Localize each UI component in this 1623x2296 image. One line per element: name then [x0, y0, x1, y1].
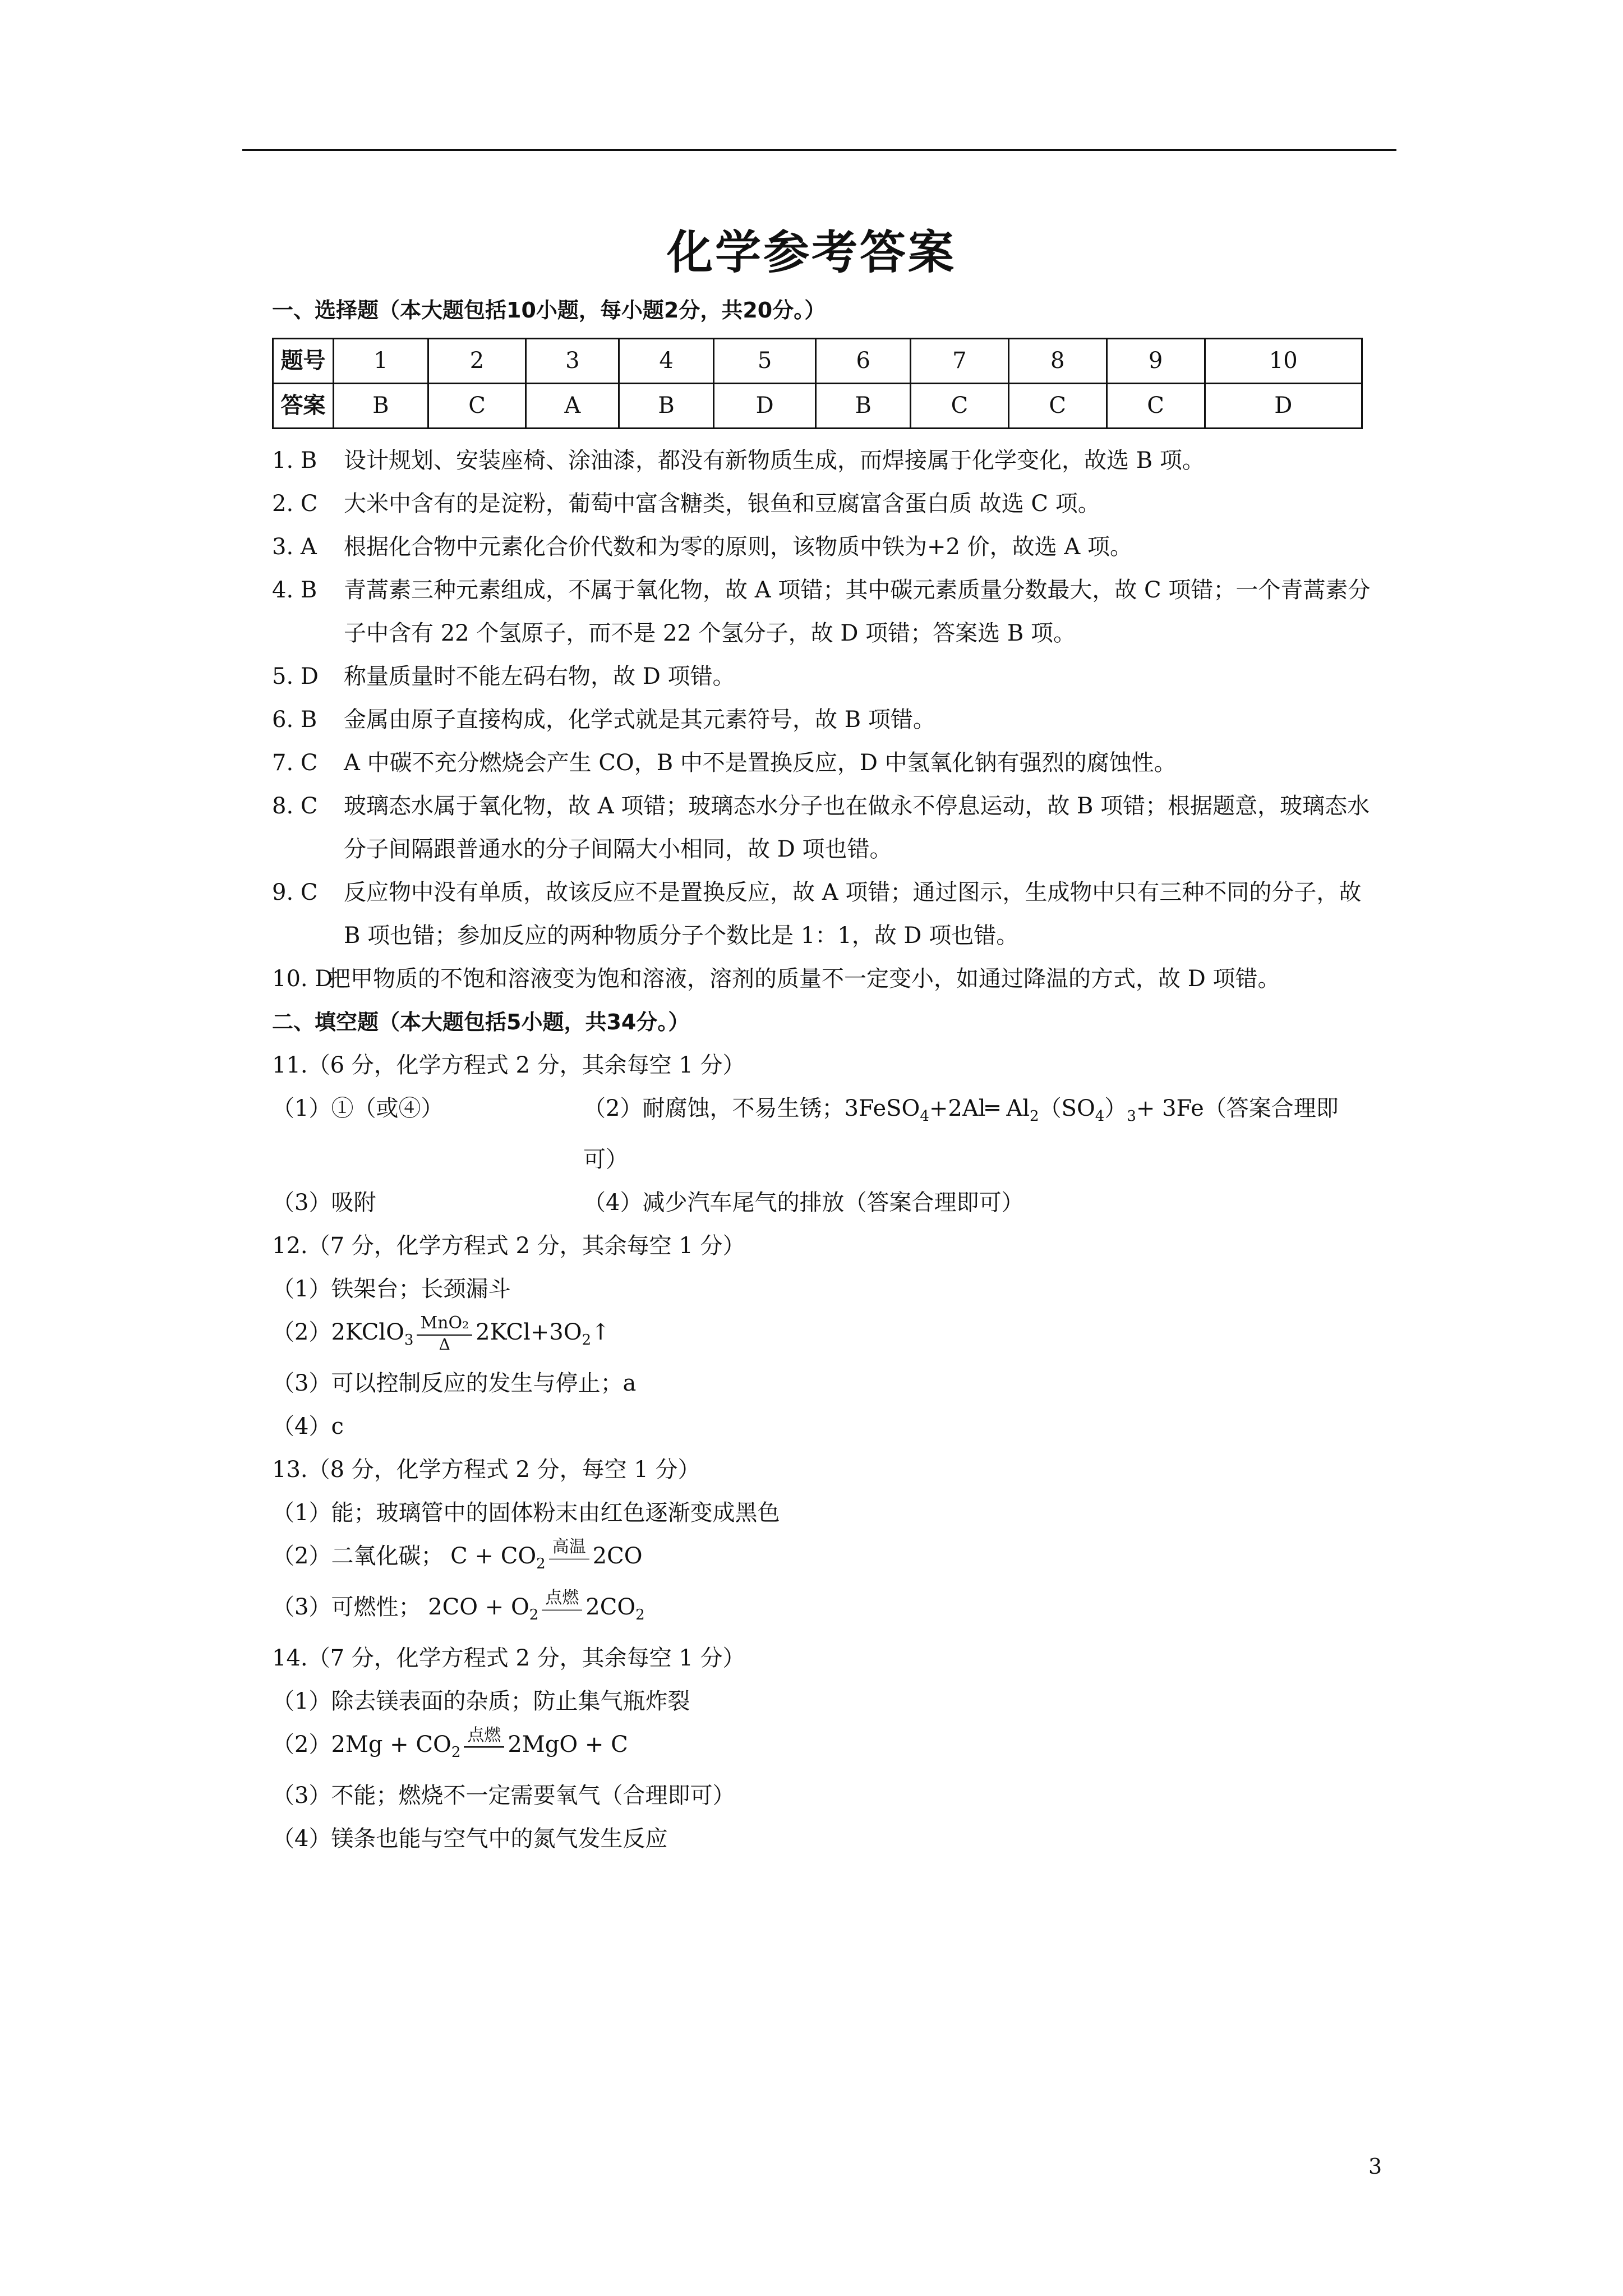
explanation-text: 根据化合物中元素化合价代数和为零的原则，该物质中铁为+2 价，故选 A 项。 — [344, 534, 1132, 560]
explanation-item — [272, 482, 1371, 526]
q11-answer-4: （4）减少汽车尾气的排放（答案合理即可） — [583, 1190, 1024, 1216]
table-cell: C — [1008, 384, 1106, 429]
table-cell: B — [816, 384, 911, 429]
explanation-item — [272, 698, 1371, 742]
q14-answer-3: （3）不能；燃烧不一定需要氧气（合理即可） — [272, 1783, 735, 1809]
explanation-item — [272, 958, 1371, 1001]
page-number: 3 — [1368, 2154, 1382, 2179]
q12-answer-1: （1）铁架台；长颈漏斗 — [272, 1276, 511, 1302]
reaction-condition: 点燃 — [464, 1727, 504, 1766]
table-cell: 8 — [1008, 339, 1106, 384]
table-cell: D — [1205, 384, 1362, 429]
explanation-number: 1. B — [272, 448, 317, 473]
explanation-number: 6. B — [272, 707, 317, 733]
explanation-number: 2. C — [272, 491, 318, 517]
section2-heading: 二、填空题（本大题包括5小题，共34分。） — [272, 1010, 690, 1034]
table-cell: C — [910, 384, 1008, 429]
explanation-text: 把甲物质的不饱和溶液变为饱和溶液，溶剂的质量不一定变小，如通过降温的方式，故 D 项错。 — [328, 966, 1280, 992]
q11-answer-row — [272, 1087, 1371, 1181]
table-header-number: 题号 — [273, 339, 334, 384]
q14-answer-2: $(2)2Mg + CO_2$ 点燃 2MgO + C — [272, 1723, 1371, 1774]
explanation-text: 青蒿素三种元素组成，不属于氧化物，故 A 项错；其中碳元素质量分数最大，故 C 项错；一个青蒿素分子中含有 22 个氢原子，而不是 22 个氢分子，故 D 项错；答案选 B 项。 — [344, 577, 1371, 646]
explanation-text: A 中碳不充分燃烧会产生 CO，B 中不是置换反应，D 中氢氧化钠有强烈的腐蚀性。 — [344, 750, 1177, 776]
answer-table — [272, 338, 1363, 429]
explanation-number: 8. C — [272, 793, 318, 819]
q11-answer-row — [272, 1181, 1371, 1225]
explanation-item — [272, 871, 1371, 958]
q13-answer-2: （2）二氧化碳； $C + CO_2$ 高温 2CO — [272, 1535, 1371, 1586]
table-cell: A — [526, 384, 619, 429]
q13-answer-1: （1）能；玻璃管中的固体粉末由红色逐渐变成黑色 — [272, 1500, 780, 1526]
explanation-number: 5. D — [272, 664, 319, 689]
q12-answer-4: （4）c — [272, 1414, 344, 1439]
q11-heading: 11.（6 分，化学方程式 2 分，其余每空 1 分） — [272, 1052, 745, 1078]
table-cell: 5 — [713, 339, 815, 384]
explanation-text: 反应物中没有单质，故该反应不是置换反应，故 A 项错；通过图示，生成物中只有三种不同的分子，故 B 项也错；参加反应的两种物质分子个数比是 1：1，故 D 项也错。 — [344, 880, 1362, 949]
table-row-answers — [273, 384, 1362, 429]
table-cell: 4 — [619, 339, 714, 384]
table-cell: C — [428, 384, 526, 429]
table-cell: 3 — [526, 339, 619, 384]
table-cell: 2 — [428, 339, 526, 384]
table-cell: 9 — [1106, 339, 1205, 384]
explanation-number: 10. D — [272, 966, 333, 992]
explanation-text: 大米中含有的是淀粉，葡萄中富含糖类，银鱼和豆腐富含蛋白质 故选 C 项。 — [344, 491, 1100, 517]
table-cell: B — [334, 384, 428, 429]
q11-answer-3: （3）吸附 — [272, 1190, 376, 1216]
page-title: 化学参考答案 — [666, 226, 956, 279]
section1-heading: 一、选择题（本大题包括10小题，每小题2分，共20分。） — [272, 298, 826, 323]
q11-answer-1: （1）①（或④） — [272, 1096, 444, 1121]
explanation-item — [272, 785, 1371, 871]
table-cell: 1 — [334, 339, 428, 384]
explanation-number: 4. B — [272, 577, 317, 603]
table-cell: 7 — [910, 339, 1008, 384]
explanation-text: 玻璃态水属于氧化物，故 A 项错；玻璃态水分子也在做永不停息运动，故 B 项错；根据题意，玻璃态水分子间隔跟普通水的分子间隔大小相同，故 D 项也错。 — [344, 793, 1370, 862]
q14-answer-4: （4）镁条也能与空气中的氮气发生反应 — [272, 1826, 668, 1852]
explanation-text: 设计规划、安装座椅、涂油漆，都没有新物质生成，而焊接属于化学变化，故选 B 项。 — [344, 448, 1205, 473]
table-cell: B — [619, 384, 714, 429]
explanation-item — [272, 569, 1371, 655]
reaction-condition: $\frac{\text{MnO₂}}{\Delta}$ — [417, 1315, 472, 1354]
explanation-number: 3. A — [272, 534, 317, 560]
q11-answer-2: （2）耐腐蚀，不易生锈；3FeSO$_4$+2Al═ $Al_2(SO_4)_3+ 3Fe$（答案合理即可） — [583, 1096, 1339, 1172]
q14-answer-1: （1）除去镁表面的杂质；防止集气瓶炸裂 — [272, 1688, 690, 1714]
q13-heading: 13.（8 分，化学方程式 2 分，每空 1 分） — [272, 1457, 700, 1483]
q12-heading: 12.（7 分，化学方程式 2 分，其余每空 1 分） — [272, 1233, 745, 1259]
explanation-item — [272, 526, 1371, 569]
explanation-number: 7. C — [272, 750, 318, 776]
table-cell: 10 — [1205, 339, 1362, 384]
explanation-text: 称量质量时不能左码右物，故 D 项错。 — [344, 664, 735, 689]
q14-heading: 14.（7 分，化学方程式 2 分，其余每空 1 分） — [272, 1645, 745, 1671]
explanation-item — [272, 655, 1371, 698]
q12-answer-2: （2）2KClO$_3$ $\frac{\text{MnO₂}}{\Delta}$ $2KCl+3O_2↑$ — [272, 1313, 610, 1354]
header-rule — [242, 149, 1396, 151]
q12-answer-3: （3）可以控制反应的发生与停止；a — [272, 1370, 637, 1396]
explanation-number: 9. C — [272, 880, 318, 905]
q13-answer-3: （3）可燃性； $2CO + O_2$ 点燃 $2CO_2$ — [272, 1586, 1371, 1637]
explanation-item — [272, 742, 1371, 785]
reaction-condition: 点燃 — [542, 1590, 582, 1628]
table-header-answer: 答案 — [273, 384, 334, 429]
table-row-numbers — [273, 339, 1362, 384]
table-cell: C — [1106, 384, 1205, 429]
explanation-item — [272, 439, 1371, 482]
reaction-condition: 高温 — [549, 1539, 589, 1577]
table-cell: 6 — [816, 339, 911, 384]
explanation-text: 金属由原子直接构成，化学式就是其元素符号，故 B 项错。 — [344, 707, 935, 733]
answer-content — [272, 289, 1371, 1861]
table-cell: D — [713, 384, 815, 429]
